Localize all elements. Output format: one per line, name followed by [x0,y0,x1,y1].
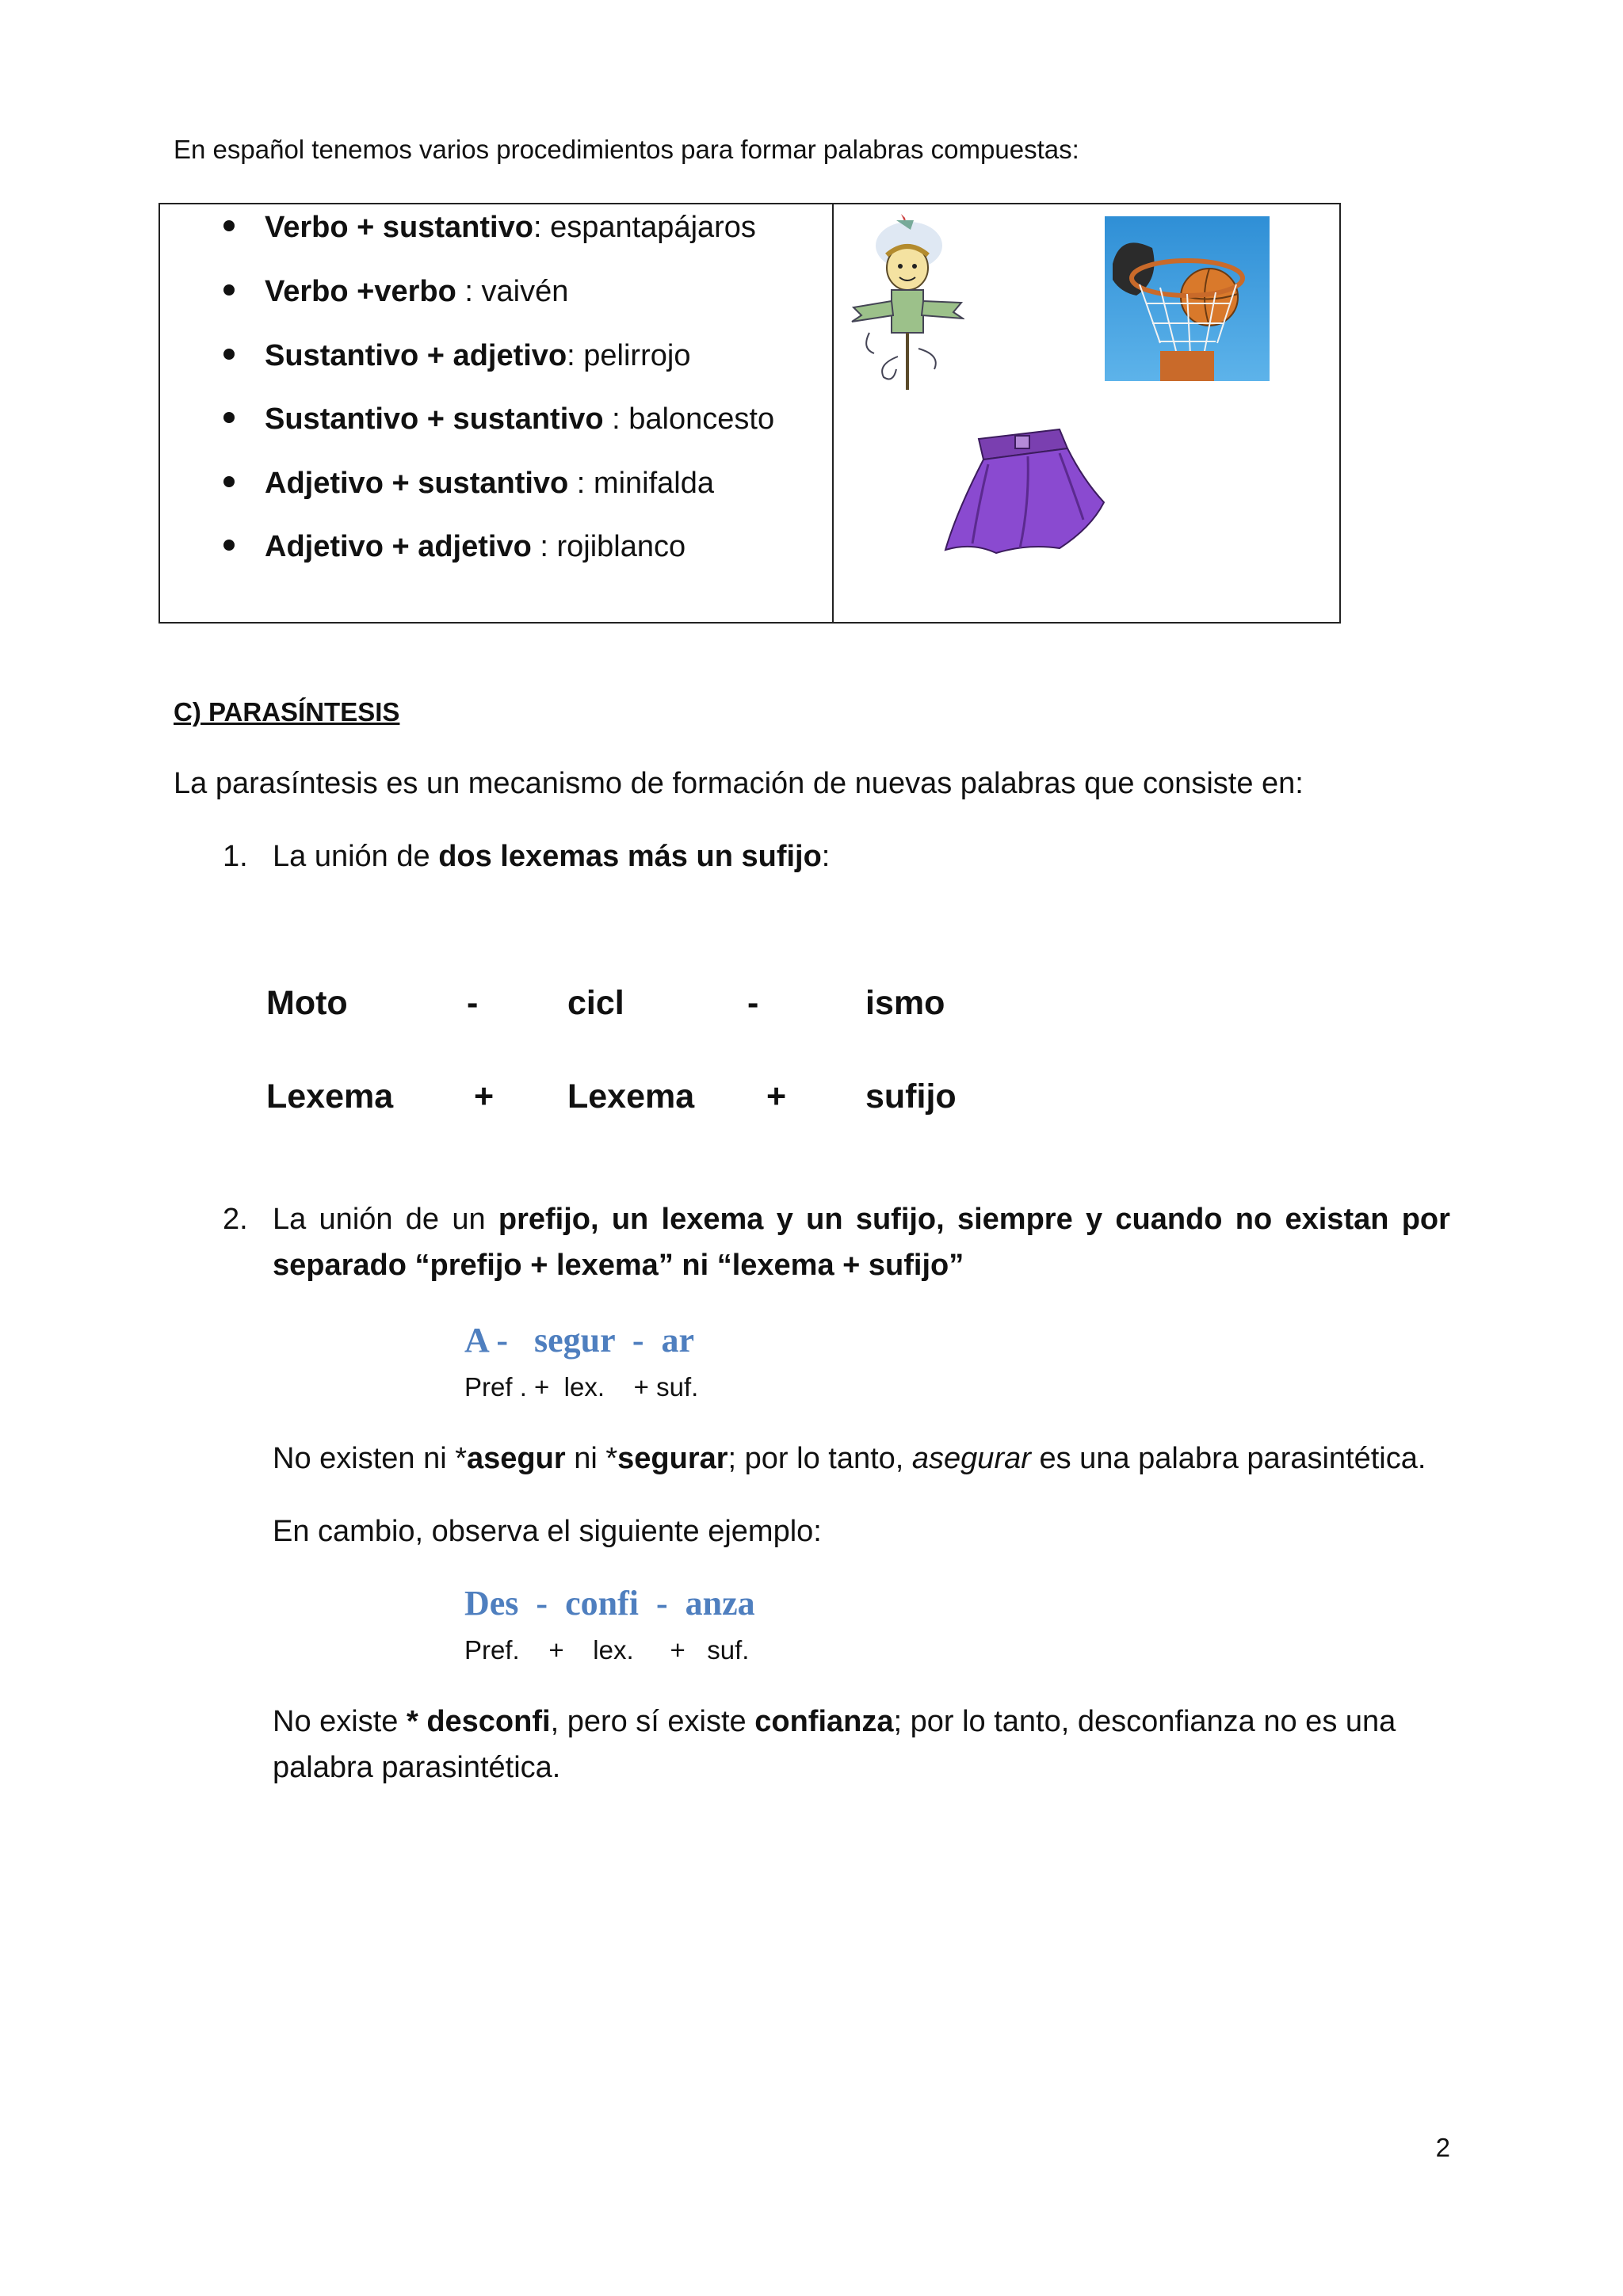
separator: : [533,211,551,244]
compound-example: rojiblanco [556,530,686,563]
word: un [806,1203,843,1236]
bold-span: * desconfi [406,1705,551,1738]
item1-post: : [821,840,831,873]
separator: : [531,530,557,563]
bullet-icon [223,349,235,360]
compound-label: Verbo +verbo [265,275,456,308]
bold-span: confianza [754,1705,894,1738]
definition-text: La parasíntesis es un mecanismo de formación de nuevas palabras que consiste en: [174,767,1304,800]
skirt-icon [941,409,1115,567]
compound-example: pelirrojo [583,339,691,372]
bullet-icon [223,220,235,231]
compound-item [223,467,714,501]
separator: : [456,275,482,308]
compounds-table [158,203,1341,624]
bold-span: asegur [467,1442,566,1475]
word: prefijo, [498,1203,599,1236]
word: y [1085,1203,1103,1236]
example1-part: Moto [266,984,348,1022]
item2-line2: separado “prefijo + lexema” ni “lexema + sufijo” [273,1249,964,1282]
item1-text [273,840,830,874]
text-span: ; por lo tanto, [727,1442,912,1475]
page-number: 2 [1435,2133,1450,2162]
text-span: ni * [565,1442,618,1475]
word: existan [1285,1203,1389,1236]
example1-part: cicl [567,984,624,1022]
example1-label: sufijo [865,1077,957,1116]
compound-item [223,211,756,245]
compound-item [223,402,774,437]
text-span: No existe [273,1705,407,1738]
compound-item [223,339,690,373]
item1-pre: La unión de [273,840,439,873]
text-span: No existen ni * [273,1442,468,1475]
word: siempre [957,1203,1073,1236]
example3-word: Des - confi - anza [464,1584,755,1623]
italic-span: asegurar [911,1442,1031,1475]
compound-example: minifalda [593,467,715,500]
list-number: 1. [223,840,248,873]
bullet-icon [223,284,235,296]
note1-text [273,1442,1426,1476]
word: La [273,1203,307,1236]
bold-span: segurar [617,1442,728,1475]
note3-text [273,1705,1396,1739]
compound-example: baloncesto [628,402,775,436]
compound-item [223,530,685,564]
compound-example: vaivén [481,275,569,308]
separator: : [568,467,594,500]
word: sufijo, [855,1203,945,1236]
section-heading: C) PARASÍNTESIS [174,697,400,727]
word: y [776,1203,793,1236]
bullet-icon [223,540,235,551]
bullet-icon [223,476,235,487]
example1-part: ismo [865,984,945,1022]
example2-gloss: Pref . + lex. + suf. [464,1372,699,1402]
table-divider [832,204,834,622]
word: lexema [661,1203,764,1236]
example1-part: - [747,984,759,1022]
compound-item [223,275,568,309]
separator: : [567,339,584,372]
text-span: es una palabra parasintética. [1030,1442,1426,1475]
item1-bold: dos lexemas más un sufijo [438,840,822,873]
note3-line2: palabra parasintética. [273,1751,561,1784]
list-number: 2. [223,1203,248,1236]
example1-label: + [474,1077,495,1116]
word: por [1401,1203,1450,1236]
example3-gloss: Pref. + lex. + suf. [464,1635,750,1665]
bullet-icon [223,412,235,423]
example1-label: + [766,1077,787,1116]
separator: : [603,402,629,436]
item2-line1 [273,1203,1450,1237]
compound-example: espantapájaros [550,211,756,244]
example1-label: Lexema [567,1077,695,1116]
word: no [1235,1203,1273,1236]
word: un [452,1203,486,1236]
example2-word: A - segur - ar [464,1321,695,1360]
scarecrow-icon [846,214,964,392]
compound-label: Sustantivo + adjetivo [265,339,567,372]
word: unión [319,1203,393,1236]
text-span: ; por lo tanto, desconfianza no es una [893,1705,1396,1738]
compound-label: Verbo + sustantivo [265,211,533,244]
note2-text: En cambio, observa el siguiente ejemplo: [273,1515,822,1548]
word: un [611,1203,649,1236]
example1-part: - [467,984,479,1022]
compound-label: Adjetivo + adjetivo [265,530,532,563]
word: cuando [1115,1203,1223,1236]
example1-label: Lexema [266,1077,394,1116]
basketball-hoop-icon [1105,216,1270,381]
text-span: , pero sí existe [550,1705,755,1738]
word: de [405,1203,440,1236]
compound-label: Sustantivo + sustantivo [265,402,604,436]
intro-text: En español tenemos varios procedimientos para formar palabras compuestas: [174,135,1079,164]
compound-label: Adjetivo + sustantivo [265,467,569,500]
